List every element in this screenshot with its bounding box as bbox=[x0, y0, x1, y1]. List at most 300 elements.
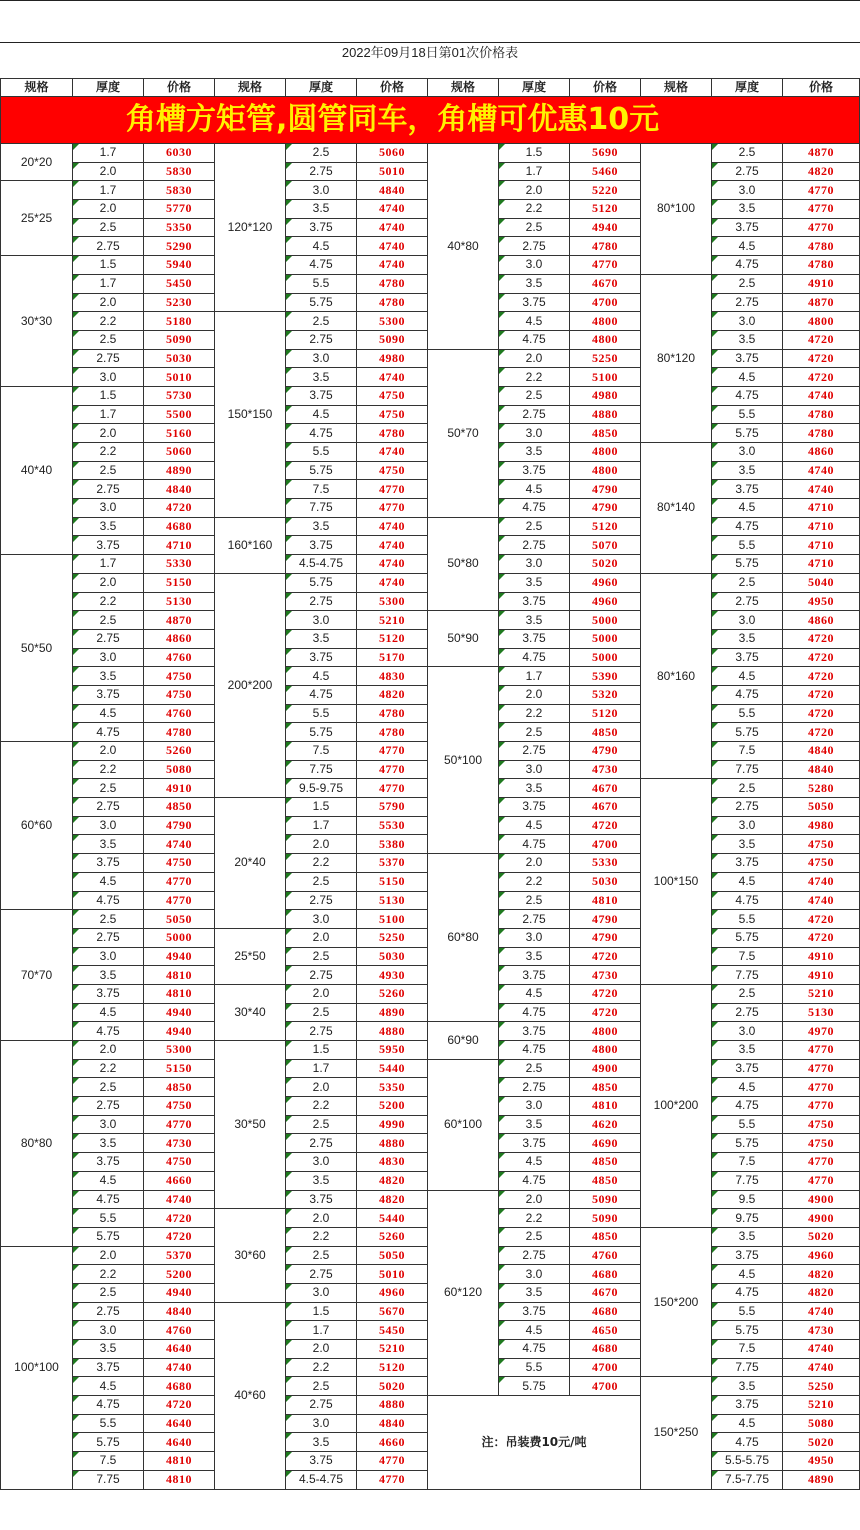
thickness-cell: 3.0 bbox=[712, 443, 783, 462]
thickness-cell: 4.75 bbox=[499, 1041, 570, 1060]
thickness-cell: 4.75 bbox=[286, 424, 357, 443]
price-cell: 4780 bbox=[357, 274, 428, 293]
column-header: 规格 bbox=[641, 79, 712, 97]
column-header: 价格 bbox=[570, 79, 641, 97]
thickness-cell: 2.0 bbox=[73, 200, 144, 219]
price-cell: 4720 bbox=[783, 629, 860, 648]
price-cell: 4970 bbox=[783, 1022, 860, 1041]
price-cell: 4700 bbox=[570, 293, 641, 312]
thickness-cell: 2.75 bbox=[73, 1097, 144, 1116]
price-cell: 4770 bbox=[357, 499, 428, 518]
column-header: 厚度 bbox=[712, 79, 783, 97]
thickness-cell: 2.5 bbox=[499, 218, 570, 237]
thickness-cell: 2.75 bbox=[73, 629, 144, 648]
price-cell: 4820 bbox=[357, 685, 428, 704]
price-cell: 4880 bbox=[357, 1134, 428, 1153]
spec-cell: 150*150 bbox=[215, 312, 286, 518]
thickness-cell: 2.5 bbox=[712, 573, 783, 592]
price-cell: 4670 bbox=[570, 274, 641, 293]
price-cell: 4670 bbox=[570, 798, 641, 817]
thickness-cell: 2.5 bbox=[712, 779, 783, 798]
price-cell: 4770 bbox=[783, 1153, 860, 1172]
spec-cell: 30*50 bbox=[215, 1041, 286, 1209]
thickness-cell: 4.5 bbox=[712, 872, 783, 891]
thickness-cell: 7.75 bbox=[73, 1470, 144, 1489]
thickness-cell: 3.75 bbox=[499, 798, 570, 817]
price-cell: 5130 bbox=[783, 1003, 860, 1022]
thickness-cell: 9.5-9.75 bbox=[286, 779, 357, 798]
thickness-cell: 2.75 bbox=[73, 798, 144, 817]
price-cell: 4930 bbox=[357, 966, 428, 985]
thickness-cell: 2.2 bbox=[286, 1097, 357, 1116]
thickness-cell: 3.5 bbox=[73, 667, 144, 686]
thickness-cell: 7.75 bbox=[712, 1171, 783, 1190]
price-cell: 5000 bbox=[570, 611, 641, 630]
price-cell: 5250 bbox=[783, 1377, 860, 1396]
thickness-cell: 3.0 bbox=[712, 611, 783, 630]
price-cell: 4950 bbox=[783, 592, 860, 611]
thickness-cell: 3.75 bbox=[286, 1452, 357, 1471]
price-cell: 5020 bbox=[570, 555, 641, 574]
thickness-cell: 2.2 bbox=[499, 368, 570, 387]
spec-cell: 40*60 bbox=[215, 1302, 286, 1489]
thickness-cell: 2.75 bbox=[499, 237, 570, 256]
thickness-cell: 2.75 bbox=[499, 536, 570, 555]
thickness-cell: 2.75 bbox=[499, 910, 570, 929]
price-cell: 4890 bbox=[783, 1470, 860, 1489]
price-cell: 4770 bbox=[357, 742, 428, 761]
price-cell: 4850 bbox=[570, 424, 641, 443]
price-cell: 4780 bbox=[783, 256, 860, 275]
price-cell: 4700 bbox=[570, 835, 641, 854]
thickness-cell: 2.5 bbox=[712, 144, 783, 163]
price-cell: 5040 bbox=[783, 573, 860, 592]
thickness-cell: 1.7 bbox=[73, 405, 144, 424]
price-cell: 4790 bbox=[570, 910, 641, 929]
price-cell: 4720 bbox=[783, 330, 860, 349]
price-cell: 5230 bbox=[144, 293, 215, 312]
thickness-cell: 1.7 bbox=[286, 1321, 357, 1340]
spec-cell: 80*80 bbox=[1, 1041, 73, 1247]
column-header: 厚度 bbox=[73, 79, 144, 97]
thickness-cell: 5.75 bbox=[712, 1321, 783, 1340]
price-cell: 4740 bbox=[783, 461, 860, 480]
price-cell: 5080 bbox=[783, 1414, 860, 1433]
thickness-cell: 5.75 bbox=[286, 573, 357, 592]
thickness-cell: 3.0 bbox=[286, 181, 357, 200]
thickness-cell: 3.75 bbox=[712, 480, 783, 499]
thickness-cell: 2.0 bbox=[73, 742, 144, 761]
thickness-cell: 4.75 bbox=[712, 1097, 783, 1116]
thickness-cell: 3.75 bbox=[712, 1059, 783, 1078]
thickness-cell: 5.5 bbox=[286, 704, 357, 723]
thickness-cell: 5.75 bbox=[712, 555, 783, 574]
price-cell: 4800 bbox=[570, 330, 641, 349]
thickness-cell: 4.75 bbox=[499, 330, 570, 349]
price-cell: 5290 bbox=[144, 237, 215, 256]
thickness-cell: 2.0 bbox=[286, 835, 357, 854]
price-cell: 5730 bbox=[144, 386, 215, 405]
price-cell: 4780 bbox=[783, 424, 860, 443]
spec-cell: 150*250 bbox=[641, 1377, 712, 1489]
thickness-cell: 4.75 bbox=[712, 891, 783, 910]
price-cell: 5330 bbox=[144, 555, 215, 574]
thickness-cell: 2.5 bbox=[73, 461, 144, 480]
spec-cell: 160*160 bbox=[215, 517, 286, 573]
thickness-cell: 4.75 bbox=[712, 1433, 783, 1452]
thickness-cell: 3.0 bbox=[73, 816, 144, 835]
price-cell: 5320 bbox=[570, 685, 641, 704]
thickness-cell: 2.5 bbox=[73, 779, 144, 798]
price-cell: 4810 bbox=[144, 966, 215, 985]
price-cell: 4640 bbox=[144, 1340, 215, 1359]
price-cell: 4840 bbox=[144, 1302, 215, 1321]
price-cell: 4770 bbox=[783, 1078, 860, 1097]
table-row bbox=[1, 611, 860, 630]
thickness-cell: 5.5 bbox=[712, 1302, 783, 1321]
price-cell: 5020 bbox=[783, 1227, 860, 1246]
thickness-cell: 3.0 bbox=[73, 947, 144, 966]
thickness-cell: 2.75 bbox=[712, 1003, 783, 1022]
price-cell: 4980 bbox=[570, 386, 641, 405]
price-cell: 5770 bbox=[144, 200, 215, 219]
thickness-cell: 3.5 bbox=[499, 611, 570, 630]
thickness-cell: 3.75 bbox=[712, 1246, 783, 1265]
thickness-cell: 4.75 bbox=[73, 1190, 144, 1209]
price-cell: 4750 bbox=[144, 1153, 215, 1172]
price-cell: 4810 bbox=[570, 891, 641, 910]
price-cell: 4790 bbox=[570, 928, 641, 947]
price-cell: 5300 bbox=[357, 592, 428, 611]
price-cell: 5160 bbox=[144, 424, 215, 443]
thickness-cell: 2.75 bbox=[73, 237, 144, 256]
thickness-cell: 2.0 bbox=[499, 349, 570, 368]
thickness-cell: 4.75 bbox=[499, 1171, 570, 1190]
price-cell: 5210 bbox=[357, 611, 428, 630]
price-cell: 5000 bbox=[570, 648, 641, 667]
thickness-cell: 1.7 bbox=[73, 144, 144, 163]
thickness-cell: 4.5 bbox=[499, 480, 570, 499]
price-cell: 4790 bbox=[144, 816, 215, 835]
price-cell: 4740 bbox=[783, 1358, 860, 1377]
spec-cell: 30*40 bbox=[215, 984, 286, 1040]
price-cell: 5060 bbox=[357, 144, 428, 163]
price-cell: 5130 bbox=[144, 592, 215, 611]
thickness-cell: 5.5 bbox=[712, 910, 783, 929]
thickness-cell: 3.5 bbox=[499, 1115, 570, 1134]
thickness-cell: 1.5 bbox=[499, 144, 570, 163]
thickness-cell: 3.5 bbox=[712, 1227, 783, 1246]
price-cell: 4680 bbox=[570, 1265, 641, 1284]
price-cell: 4730 bbox=[570, 760, 641, 779]
column-header: 规格 bbox=[428, 79, 499, 97]
spec-cell: 80*160 bbox=[641, 573, 712, 779]
thickness-cell: 3.5 bbox=[73, 835, 144, 854]
thickness-cell: 2.2 bbox=[73, 1059, 144, 1078]
price-cell: 4770 bbox=[144, 1115, 215, 1134]
spec-cell: 60*120 bbox=[428, 1190, 499, 1396]
thickness-cell: 2.75 bbox=[286, 1265, 357, 1284]
thickness-cell: 2.0 bbox=[286, 1209, 357, 1228]
spec-cell: 80*100 bbox=[641, 144, 712, 275]
thickness-cell: 4.5 bbox=[73, 872, 144, 891]
thickness-cell: 3.5 bbox=[712, 835, 783, 854]
price-cell: 4780 bbox=[783, 405, 860, 424]
price-cell: 5180 bbox=[144, 312, 215, 331]
thickness-cell: 5.75 bbox=[73, 1433, 144, 1452]
table-row bbox=[1, 1059, 860, 1078]
thickness-cell: 2.5 bbox=[286, 144, 357, 163]
price-cell: 5940 bbox=[144, 256, 215, 275]
price-cell: 4740 bbox=[783, 480, 860, 499]
spec-cell: 60*90 bbox=[428, 1022, 499, 1059]
spec-cell: 100*200 bbox=[641, 984, 712, 1227]
thickness-cell: 2.75 bbox=[73, 1302, 144, 1321]
price-cell: 5350 bbox=[357, 1078, 428, 1097]
thickness-cell: 3.75 bbox=[712, 349, 783, 368]
thickness-cell: 2.75 bbox=[73, 928, 144, 947]
thickness-cell: 3.0 bbox=[712, 181, 783, 200]
price-cell: 4710 bbox=[783, 517, 860, 536]
price-cell: 4730 bbox=[144, 1134, 215, 1153]
thickness-cell: 3.0 bbox=[499, 555, 570, 574]
price-cell: 5210 bbox=[783, 984, 860, 1003]
spec-cell: 20*40 bbox=[215, 798, 286, 929]
price-cell: 4640 bbox=[144, 1414, 215, 1433]
price-cell: 4900 bbox=[783, 1209, 860, 1228]
thickness-cell: 3.0 bbox=[286, 1283, 357, 1302]
thickness-cell: 2.0 bbox=[73, 293, 144, 312]
price-cell: 5440 bbox=[357, 1209, 428, 1228]
price-cell: 4770 bbox=[783, 1097, 860, 1116]
thickness-cell: 2.5 bbox=[499, 723, 570, 742]
price-cell: 4680 bbox=[144, 517, 215, 536]
price-cell: 5950 bbox=[357, 1041, 428, 1060]
spec-cell: 30*30 bbox=[1, 256, 73, 387]
price-cell: 4960 bbox=[357, 1283, 428, 1302]
thickness-cell: 3.0 bbox=[499, 760, 570, 779]
thickness-cell: 4.75 bbox=[499, 1003, 570, 1022]
price-cell: 4810 bbox=[570, 1097, 641, 1116]
thickness-cell: 3.75 bbox=[499, 461, 570, 480]
price-cell: 4680 bbox=[570, 1340, 641, 1359]
price-cell: 5070 bbox=[570, 536, 641, 555]
thickness-cell: 2.5 bbox=[499, 1227, 570, 1246]
price-table-body bbox=[1, 144, 860, 1490]
thickness-cell: 2.2 bbox=[73, 760, 144, 779]
thickness-cell: 3.75 bbox=[286, 1190, 357, 1209]
thickness-cell: 7.75 bbox=[712, 760, 783, 779]
price-cell: 4770 bbox=[357, 480, 428, 499]
price-cell: 4720 bbox=[570, 947, 641, 966]
thickness-cell: 2.2 bbox=[73, 1265, 144, 1284]
thickness-cell: 2.2 bbox=[286, 1227, 357, 1246]
thickness-cell: 3.5 bbox=[73, 1340, 144, 1359]
price-cell: 4770 bbox=[783, 181, 860, 200]
thickness-cell: 5.75 bbox=[499, 1377, 570, 1396]
price-cell: 4710 bbox=[783, 555, 860, 574]
thickness-cell: 4.5 bbox=[712, 499, 783, 518]
price-cell: 4940 bbox=[144, 1022, 215, 1041]
price-cell: 4760 bbox=[144, 648, 215, 667]
price-cell: 4720 bbox=[144, 1396, 215, 1415]
price-cell: 5030 bbox=[144, 349, 215, 368]
price-cell: 4860 bbox=[783, 443, 860, 462]
thickness-cell: 3.5 bbox=[499, 779, 570, 798]
price-cell: 4750 bbox=[357, 405, 428, 424]
thickness-cell: 2.75 bbox=[499, 742, 570, 761]
price-cell: 4850 bbox=[570, 723, 641, 742]
thickness-cell: 3.75 bbox=[286, 386, 357, 405]
thickness-cell: 2.0 bbox=[286, 984, 357, 1003]
price-cell: 5450 bbox=[144, 274, 215, 293]
price-cell: 4820 bbox=[783, 1265, 860, 1284]
price-cell: 4740 bbox=[357, 256, 428, 275]
thickness-cell: 5.75 bbox=[712, 723, 783, 742]
thickness-cell: 7.5 bbox=[286, 742, 357, 761]
price-cell: 4700 bbox=[570, 1377, 641, 1396]
price-cell: 5050 bbox=[357, 1246, 428, 1265]
price-cell: 4890 bbox=[144, 461, 215, 480]
thickness-cell: 2.75 bbox=[499, 1078, 570, 1097]
thickness-cell: 5.5 bbox=[286, 274, 357, 293]
price-cell: 4850 bbox=[144, 1078, 215, 1097]
price-cell: 4770 bbox=[783, 200, 860, 219]
price-cell: 5020 bbox=[783, 1433, 860, 1452]
thickness-cell: 4.5 bbox=[712, 667, 783, 686]
price-cell: 4950 bbox=[783, 1452, 860, 1471]
thickness-cell: 3.0 bbox=[73, 368, 144, 387]
price-cell: 5460 bbox=[570, 162, 641, 181]
table-row bbox=[1, 349, 860, 368]
price-cell: 4760 bbox=[144, 704, 215, 723]
price-cell: 4810 bbox=[144, 1452, 215, 1471]
sheet-top-border bbox=[0, 0, 860, 1]
thickness-cell: 4.75 bbox=[73, 723, 144, 742]
price-cell: 4800 bbox=[570, 1022, 641, 1041]
price-cell: 5000 bbox=[144, 928, 215, 947]
thickness-cell: 4.5 bbox=[712, 1414, 783, 1433]
thickness-cell: 3.75 bbox=[73, 685, 144, 704]
price-cell: 5260 bbox=[144, 742, 215, 761]
thickness-cell: 3.75 bbox=[73, 1153, 144, 1172]
price-cell: 4890 bbox=[357, 1003, 428, 1022]
spec-cell: 50*50 bbox=[1, 555, 73, 742]
price-cell: 4840 bbox=[357, 1414, 428, 1433]
price-cell: 5150 bbox=[144, 573, 215, 592]
price-cell: 4740 bbox=[783, 872, 860, 891]
thickness-cell: 2.5 bbox=[286, 1377, 357, 1396]
price-cell: 4980 bbox=[783, 816, 860, 835]
price-cell: 4850 bbox=[570, 1227, 641, 1246]
price-cell: 4670 bbox=[570, 1283, 641, 1302]
price-cell: 4780 bbox=[357, 704, 428, 723]
thickness-cell: 3.75 bbox=[499, 592, 570, 611]
thickness-cell: 2.2 bbox=[499, 872, 570, 891]
price-cell: 4720 bbox=[144, 1209, 215, 1228]
thickness-cell: 3.75 bbox=[73, 536, 144, 555]
thickness-cell: 3.75 bbox=[712, 1396, 783, 1415]
thickness-cell: 3.5 bbox=[499, 573, 570, 592]
spec-cell: 150*200 bbox=[641, 1227, 712, 1377]
price-cell: 4770 bbox=[783, 218, 860, 237]
price-cell: 5010 bbox=[144, 368, 215, 387]
price-cell: 4770 bbox=[783, 1059, 860, 1078]
price-cell: 4980 bbox=[357, 349, 428, 368]
price-cell: 4740 bbox=[144, 1190, 215, 1209]
price-cell: 4740 bbox=[144, 1358, 215, 1377]
thickness-cell: 2.0 bbox=[286, 928, 357, 947]
thickness-cell: 2.5 bbox=[73, 611, 144, 630]
price-cell: 5060 bbox=[144, 443, 215, 462]
column-header: 价格 bbox=[357, 79, 428, 97]
spec-cell: 40*40 bbox=[1, 386, 73, 554]
price-cell: 5790 bbox=[357, 798, 428, 817]
spec-cell: 100*100 bbox=[1, 1246, 73, 1489]
thickness-cell: 5.75 bbox=[286, 293, 357, 312]
price-cell: 4680 bbox=[570, 1302, 641, 1321]
thickness-cell: 2.2 bbox=[499, 1209, 570, 1228]
price-cell: 4770 bbox=[357, 1452, 428, 1471]
price-cell: 5250 bbox=[357, 928, 428, 947]
thickness-cell: 2.75 bbox=[286, 592, 357, 611]
spec-cell: 70*70 bbox=[1, 910, 73, 1041]
price-cell: 4750 bbox=[144, 1097, 215, 1116]
thickness-cell: 3.75 bbox=[286, 536, 357, 555]
price-cell: 5280 bbox=[783, 779, 860, 798]
spec-cell: 20*20 bbox=[1, 144, 73, 181]
thickness-cell: 3.0 bbox=[286, 1153, 357, 1172]
price-cell: 4990 bbox=[357, 1115, 428, 1134]
price-cell: 4880 bbox=[357, 1022, 428, 1041]
price-cell: 6030 bbox=[144, 144, 215, 163]
thickness-cell: 5.5 bbox=[499, 1358, 570, 1377]
thickness-cell: 3.5 bbox=[712, 629, 783, 648]
thickness-cell: 4.75 bbox=[286, 685, 357, 704]
price-cell: 4750 bbox=[783, 1134, 860, 1153]
price-cell: 5220 bbox=[570, 181, 641, 200]
thickness-cell: 3.75 bbox=[73, 984, 144, 1003]
thickness-cell: 2.75 bbox=[499, 405, 570, 424]
thickness-cell: 2.0 bbox=[286, 1078, 357, 1097]
price-cell: 5200 bbox=[144, 1265, 215, 1284]
table-row bbox=[1, 1190, 860, 1209]
thickness-cell: 3.0 bbox=[499, 424, 570, 443]
spec-cell: 40*80 bbox=[428, 144, 499, 350]
price-cell: 4760 bbox=[570, 1246, 641, 1265]
price-cell: 4900 bbox=[783, 1190, 860, 1209]
spec-cell: 25*25 bbox=[1, 181, 73, 256]
price-cell: 4720 bbox=[570, 816, 641, 835]
price-cell: 5210 bbox=[783, 1396, 860, 1415]
thickness-cell: 3.75 bbox=[286, 218, 357, 237]
price-cell: 4840 bbox=[357, 181, 428, 200]
thickness-cell: 4.75 bbox=[712, 256, 783, 275]
thickness-cell: 2.0 bbox=[73, 573, 144, 592]
thickness-cell: 2.75 bbox=[712, 592, 783, 611]
price-cell: 4780 bbox=[144, 723, 215, 742]
price-cell: 4750 bbox=[144, 854, 215, 873]
price-cell: 4840 bbox=[783, 760, 860, 779]
thickness-cell: 3.0 bbox=[73, 1321, 144, 1340]
thickness-cell: 2.75 bbox=[286, 162, 357, 181]
price-cell: 5120 bbox=[357, 1358, 428, 1377]
spec-cell: 60*60 bbox=[1, 742, 73, 910]
thickness-cell: 4.5 bbox=[73, 1377, 144, 1396]
thickness-cell: 2.5 bbox=[286, 1003, 357, 1022]
price-cell: 4860 bbox=[783, 611, 860, 630]
price-cell: 4710 bbox=[783, 499, 860, 518]
